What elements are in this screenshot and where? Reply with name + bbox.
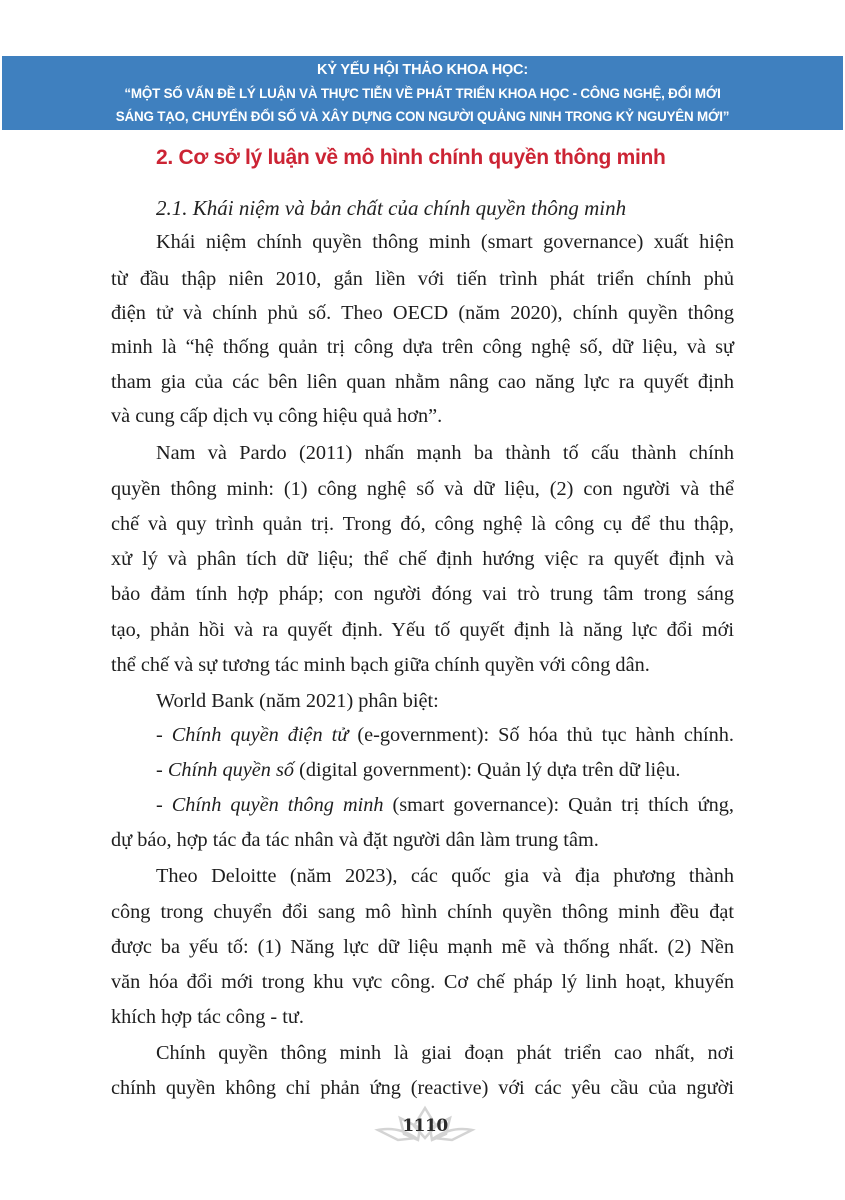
paragraph-line: Theo Deloitte (năm 2023), các quốc gia và địa phương thành xyxy=(156,865,734,887)
running-header-banner xyxy=(2,56,843,130)
paragraph-line: thể chế và sự tương tác minh bạch giữa chính quyền với công dân. xyxy=(111,654,650,676)
paragraph-line: và cung cấp dịch vụ công hiệu quả hơn”. xyxy=(111,405,443,427)
bullet-item: - Chính quyền số (digital government): Quản lý dựa trên dữ liệu. xyxy=(156,759,681,781)
paragraph-line: điện tử và chính phủ số. Theo OECD (năm 2020), chính quyền thông xyxy=(111,302,734,324)
bullet-item: - Chính quyền thông minh (smart governance): Quản trị thích ứng, xyxy=(156,794,735,816)
paragraph-line: xử lý và phân tích dữ liệu; thể chế định hướng việc ra quyết định và xyxy=(111,548,734,570)
paragraph-line: chế và quy trình quản trị. Trong đó, công nghệ là công cụ để thu thập, xyxy=(111,513,734,535)
paragraph-line: dự báo, hợp tác đa tác nhân và đặt người dân làm trung tâm. xyxy=(111,829,599,851)
paragraph-line: tạo, phản hồi và ra quyết định. Yếu tố quyết định là năng lực đổi mới xyxy=(111,619,734,641)
header-line-2: “MỘT SỐ VẤN ĐỀ LÝ LUẬN VÀ THỰC TIỄN VỀ PHÁT TRIỂN KHOA HỌC - CÔNG NGHỆ, ĐỔI MỚI xyxy=(124,85,721,101)
header-line-1: KỶ YẾU HỘI THẢO KHOA HỌC: xyxy=(317,61,528,78)
paragraph-line: khích hợp tác công - tư. xyxy=(111,1006,304,1028)
paragraph-line: quyền thông minh: (1) công nghệ số và dữ liệu, (2) con người và thể xyxy=(111,478,734,500)
paragraph-line: Nam và Pardo (2011) nhấn mạnh ba thành tố cấu thành chính xyxy=(156,442,734,464)
paragraph-line: công trong chuyển đổi sang mô hình chính quyền thông minh đều đạt xyxy=(111,901,734,923)
subsection-heading: 2.1. Khái niệm và bản chất của chính quyền thông minh xyxy=(156,196,627,220)
bullet-term: Chính quyền điện tử xyxy=(171,724,349,746)
paragraph-line: minh là “hệ thống quản trị công dựa trên công nghệ số, dữ liệu, và sự xyxy=(111,336,734,358)
bullet-term: Chính quyền số xyxy=(167,759,295,781)
paragraph-line: từ đầu thập niên 2010, gắn liền với tiến trình phát triển chính phủ xyxy=(111,268,734,290)
paragraph-line: World Bank (năm 2021) phân biệt: xyxy=(156,690,439,712)
header-line-3: SÁNG TẠO, CHUYỂN ĐỔI SỐ VÀ XÂY DỰNG CON NGƯỜI QUẢNG NINH TRONG KỶ NGUYÊN MỚI” xyxy=(115,108,730,124)
paragraph-line: được ba yếu tố: (1) Năng lực dữ liệu mạnh mẽ và thống nhất. (2) Nền xyxy=(111,936,734,958)
paragraph-line: tham gia của các bên liên quan nhằm nâng cao năng lực ra quyết định xyxy=(111,371,734,393)
paragraph-line: Khái niệm chính quyền thông minh (smart governance) xuất hiện xyxy=(156,231,734,253)
section-heading: 2. Cơ sở lý luận về mô hình chính quyền thông minh xyxy=(156,146,666,169)
paragraph-line: văn hóa đổi mới trong khu vực công. Cơ chế pháp lý linh hoạt, khuyến xyxy=(111,971,734,993)
paragraph-line: chính quyền không chỉ phản ứng (reactive) với các yêu cầu của người xyxy=(111,1077,734,1099)
bullet-term: Chính quyền thông minh xyxy=(171,794,384,816)
bullet-item: - Chính quyền điện tử (e-government): Số hóa thủ tục hành chính. xyxy=(156,724,734,746)
page-number: 1110 xyxy=(402,1116,448,1136)
page-number-footer xyxy=(370,1104,480,1144)
paragraph-line: bảo đảm tính hợp pháp; con người đóng vai trò trung tâm trong sáng xyxy=(111,583,734,605)
paragraph-line: Chính quyền thông minh là giai đoạn phát triển cao nhất, nơi xyxy=(156,1042,734,1064)
